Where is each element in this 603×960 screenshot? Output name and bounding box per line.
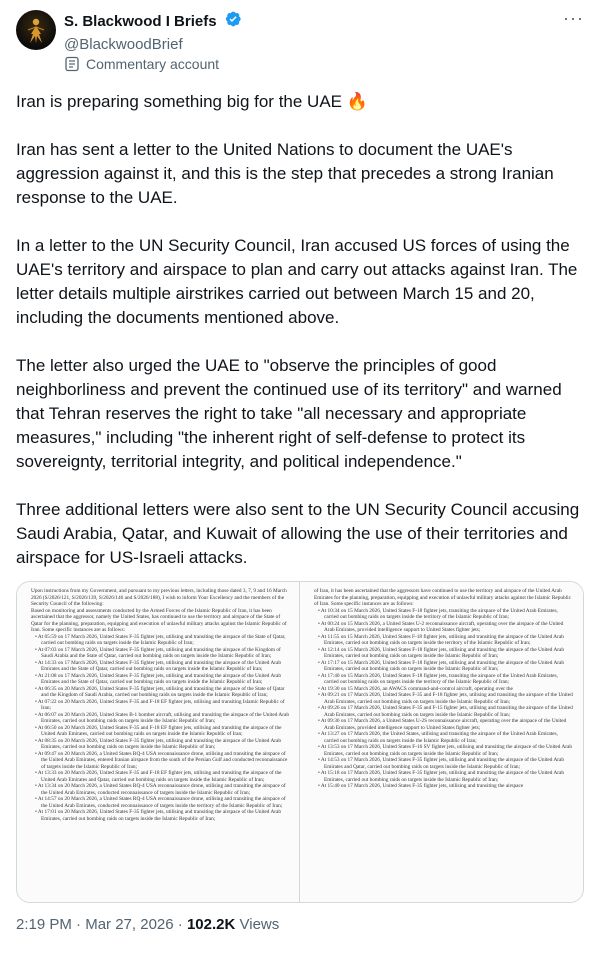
document-line: • At 21:08 on 17 March 2026, United States F-35 fighter jets, utilising and transiting the airspace of the United Arab Emirates and the State of Qatar, carried out bombing raids on targets inside the Islamic Republic of Iran;	[35, 672, 282, 685]
tweet-paragraph: The letter also urged the UAE to "observe the principles of good neighborliness and prevent the continued use of its territory" and warned that Tehran reserves the right to take "all necessary and appropriate measures," including "the inherent right of self-defense to protect its sovereignty, territorial integrity, and political independence."	[16, 356, 562, 471]
document-line: • At 13:27 on 17 March 2026, the United States, utilising and transiting the airspace of the United Arab Emirates, carried out bombing raids on targets inside the Islamic Republic of Iran;	[318, 731, 558, 744]
document-line: • At 00:24 on 15 March 2026, a United States U-2 reconnaissance aircraft, operating over the airspace of the United Arab Emirates, provided intelligence support to United States fighter jets;	[318, 620, 564, 633]
document-line: Upon instructions from my Government, and pursuant to my previous letters, including those dated 3, 7, 9 and 16 March 2026 (S/2026/121, S/2026/139, S/2026/146 and S/2026/188), I wish to inform Your Excellency and the members of the Security Council of the following:	[31, 588, 287, 607]
tweet-body	[16, 90, 586, 594]
tweet-date[interactable]: Mar 27, 2026	[85, 916, 174, 933]
document-line: • At 15:40 on 17 March 2026, United States F-35 fighter jets, utilising and transiting the airspace	[318, 783, 524, 789]
fire-emoji: 🔥	[346, 92, 368, 111]
tweet-meta	[16, 915, 279, 935]
document-line: • At 17:17 on 15 March 2026, United States F-18 fighter jets, utilising and transiting the airspace of the United Arab Emirates, carried out bombing raids on targets inside the Islamic Republic of Iran;	[318, 659, 565, 672]
views-label: Views	[239, 916, 280, 933]
commentary-label-icon	[64, 56, 80, 72]
document-line: • At 11:55 on 15 March 2026, United States F-18 fighter jets, utilising and transiting the airspace of the United Arab Emirates, carried out bombing raids on targets inside the territory of the Islamic Republic of Iran;	[318, 633, 564, 646]
document-page-right	[300, 582, 583, 902]
document-line: Based on monitoring and assessments conducted by the Armed Forces of the Islamic Republic of Iran, it has been ascertained that the aggressor, namely the United States, has continued to use the territory and airspace of the State of Qatar for the planning, preparation, equipping and execution of unlawful military attacks against the Islamic Republic of Iran. Some specific instances are as follows:	[31, 607, 287, 633]
document-line: of Iran, it has been ascertained that the aggressors have continued to use the territory and airspace of the United Arab Emirates for the planning, preparation, equipping and execution of unlawful military attacks against the Islamic Republic of Iran. Some specific instances are as follows:	[314, 588, 571, 607]
tweet-paragraph: Iran is preparing something big for the UAE 🔥	[16, 92, 368, 111]
tweet-paragraph: Iran has sent a letter to the United Nations to document the UAE's aggression against it, and this is the step that precedes a strong Iranian response to the UAE.	[16, 140, 554, 207]
document-line: • At 14:33 on 17 March 2026, United States F-35 fighter jets, utilising and transiting the airspace of the United Arab Emirates and the State of Qatar, carried out bombing raids on targets inside the Islamic Republic of Iran;	[35, 659, 282, 672]
document-line: • At 13:53 on 17 March 2026, United States F-16 SV fighter jets, utilising and transiting the airspace of the United Arab Emirates, carried out bombing raids on targets inside the Islamic Republic of Iran;	[318, 744, 573, 757]
document-line: • At 09:21 on 17 March 2026, United States F-35 and F-18 fighter jets, utilising and transiting the airspace of the United Arab Emirates, carried out bombing raids on targets inside the Islamic Republic of Iran;	[318, 692, 573, 705]
commentary-label[interactable]	[64, 54, 219, 74]
document-line: • At 13:33 on 20 March 2026, United States F-35 and F-18 EF fighter jets, utilising and transiting the airspace of the United Arab Emirates and Qatar, carried out bombing raids on targets inside the Islamic Republic of Iran;	[35, 770, 282, 783]
document-line: • At 09:47 on 20 March 2026, a United States RQ-4 USA reconnaissance drone, utilising and transiting the airspace of the United Arab Emirates, entered Iranian airspace from the south of the Persian Gulf and conducted reconnaissance of targets inside the Islamic Republic of Iran;	[35, 750, 288, 770]
avatar-figure-icon	[16, 10, 56, 50]
document-line: • At 07:22 on 20 March 2026, United States F-35 and F-18 EF fighter jets, utilising and transiting Islamic Republic of Iran;	[35, 698, 285, 711]
document-line: • At 09:36 on 17 March 2026, a United States U-2S reconnaissance aircraft, operating over the airspace of the United Arab Emirates, provided intelligence support to United States fighter jets;	[318, 718, 567, 731]
document-line: • At 08:35 on 20 March 2026, United States F-35 fighter jets, utilising and transiting the airspace of the United Arab Emirates, carried out bombing raids on targets inside the Islamic Republic of Iran;	[35, 737, 282, 750]
document-line: • At 06:50 on 20 March 2026, United States F-35 and F-18 EF fighter jets, utilising and transiting the airspace of the United Arab Emirates, carried out bombing raids on targets inside the Islamic Republic of Iran;	[35, 724, 282, 737]
more-icon[interactable]: ···	[563, 8, 584, 28]
document-line: • At 15:18 on 17 March 2026, United States F-35 fighter jets, utilising and transiting the airspace of the United Arab Emirates, carried out bombing raids on targets inside the Islamic Republic of Iran;	[318, 770, 565, 783]
meta-separator: ·	[173, 916, 187, 933]
avatar[interactable]	[16, 10, 56, 50]
views-count: 102.2K	[186, 916, 236, 933]
tweet-time[interactable]: 2:19 PM	[16, 916, 72, 933]
document-line: • At 10:34 on 15 March 2026, United States F-18 fighter jets, transiting the airspace of the United Arab Emirates, carried out bombing raids on targets inside the territory of the Islamic Republic of Iran;	[318, 607, 558, 620]
document-line: • At 17:01 on 20 March 2026, United States F-35 fighter jets, utilising and transiting the airspace of the United Arab Emirates, carried out bombing raids on targets inside the Islamic Republic of Iran;	[35, 809, 282, 822]
document-line: • At 09:26 on 17 March 2026, United States F-35 and F-15 fighter jets, utilising and transiting the airspace of the United Arab Emirates, carried out bombing raids on targets inside the Islamic Republic of Iran;	[318, 705, 573, 718]
tweet-paragraph: Three additional letters were also sent to the UN Security Council accusing Saudi Arabia, Qatar, and Kuwait of allowing the use of their territories and airspace for US-Israeli attacks.	[16, 500, 580, 567]
author-block	[64, 10, 242, 55]
document-line: • At 19:30 on 15 March 2026, an AWACS command-and-control aircraft, operating over the	[318, 685, 513, 692]
meta-separator: ·	[71, 916, 86, 933]
commentary-label-text: Commentary account	[86, 56, 220, 72]
author-handle[interactable]: @BlackwoodBrief	[64, 36, 183, 53]
attached-document-image[interactable]	[16, 581, 584, 903]
tweet-paragraph: In a letter to the UN Security Council, Iran accused US forces of using the UAE's territory and airspace to plan and carry out attacks against Iran. The letter details multiple airstrikes carried out between March 15 and 20, including the documents mentioned above.	[16, 236, 578, 327]
document-text-right	[300, 582, 583, 790]
document-line: • At 17:40 on 15 March 2026, United States F-18 fighter jets, transiting the airspace of the United Arab Emirates, carried out bombing raids on targets inside the territory of the Islamic Republic of Iran;	[318, 672, 558, 685]
author-display-name[interactable]: S. Blackwood I Briefs	[64, 12, 217, 30]
document-line: • At 07:03 on 17 March 2026, United States F-35 fighter jets, utilising and transiting the airspace of the Kingdom of Saudi Arabia and the State of Qatar, carried out bombing raids on targets inside the Islamic Republic of Iran;	[35, 646, 281, 659]
document-page-left	[17, 582, 300, 902]
document-line: • At 12:14 on 15 March 2026, United States F-18 fighter jets, utilising and transiting the airspace of the United Arab Emirates, carried out bombing raids on targets inside the Islamic Republic of Iran;	[318, 646, 565, 659]
verified-badge-icon[interactable]	[224, 10, 242, 33]
document-line: • At 06:35 on 20 March 2026, United States F-35 fighter jets, utilising and transiting the airspace of the State of Qatar and the Kingdom of Saudi Arabia, carried out bombing raids on targets inside the Islamic Republic of Iran;	[35, 685, 285, 698]
document-line: • At 06:07 on 20 March 2026, United States B-1 bomber aircraft, utilising and transiting the airspace of the United Arab Emirates, carried out bombing raids on targets inside the Islamic Republic of Iran;	[35, 711, 289, 724]
document-text-left	[17, 582, 299, 822]
tweet-header	[16, 10, 587, 80]
document-line: • At 14:53 on 17 March 2026, United States F-35 fighter jets, utilising and transiting the airspace of the United Arab Emirates and Qatar, carried out bombing raids on targets inside the Islamic Republic of Iran;	[318, 757, 565, 770]
document-line: • At 14:57 on 20 March 2026, a United States RQ-4 USA reconnaissance drone, utilising and transiting the airspace of the United Arab Emirates, conducted reconnaissance of targets inside the territory of the Islamic Republic of Iran;	[35, 796, 286, 809]
document-line: • At 05:59 on 17 March 2026, United States F-35 fighter jets, utilising and transiting the airspace of the State of Qatar, carried out bombing raids on targets inside the Islamic Republic of Iran;	[35, 633, 286, 646]
document-line: • At 13:34 on 20 March 2026, a United States RQ-4 USA reconnaissance drone, utilising and transiting the airspace of the United Arab Emirates, conducted reconnaissance of targets inside the Islamic Republic of Iran;	[35, 783, 286, 796]
